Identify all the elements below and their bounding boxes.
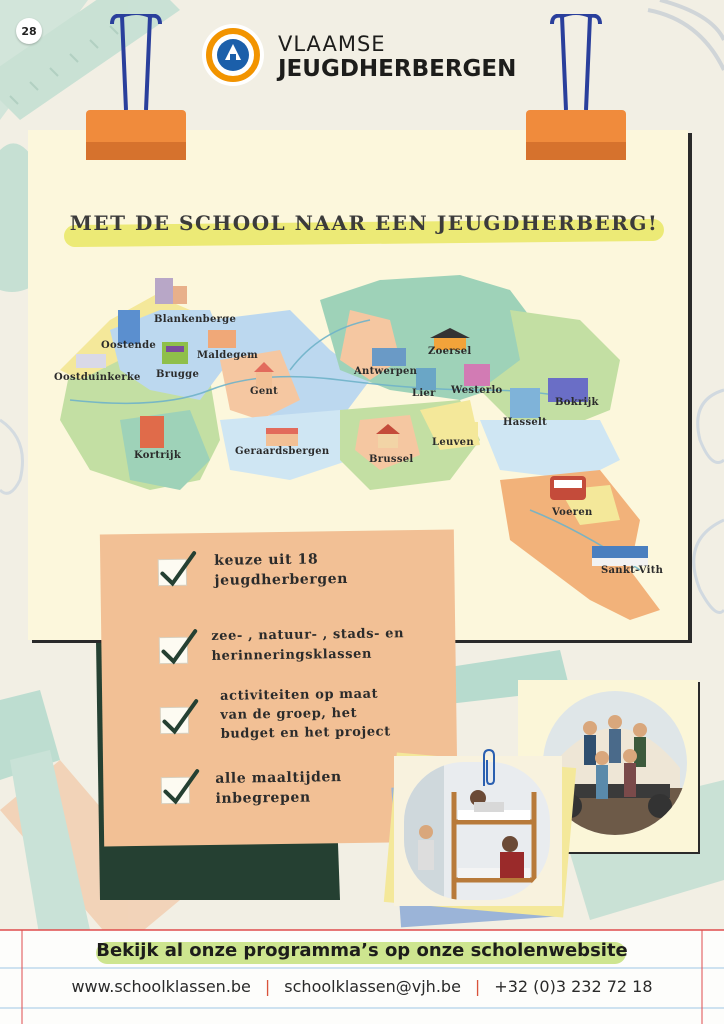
map-label-lier: Lier (412, 388, 436, 399)
page-number: 28 (16, 18, 42, 44)
checkmark-icon (155, 627, 200, 672)
contact-bar (0, 977, 724, 996)
logo-line1: VLAAMSE (278, 32, 386, 56)
checkmark-icon (154, 549, 199, 594)
benefit-2-line2: herinneringsklassen (211, 646, 373, 664)
map-label-leuven: Leuven (432, 437, 474, 448)
building-icon (550, 476, 586, 500)
binder-clip-icon (526, 14, 626, 164)
benefit-3 (220, 684, 391, 743)
benefit-1 (214, 549, 348, 591)
benefit-2 (211, 624, 404, 667)
building-icon (118, 310, 140, 344)
map-label-kortrijk: Kortrijk (134, 450, 182, 461)
paperclip-icon (0, 420, 23, 493)
map-label-oostende: Oostende (101, 340, 157, 351)
cta-text[interactable]: Bekijk al onze programma’s op onze scholenwebsite (96, 940, 628, 961)
benefit-1-line1: keuze uit 18 (214, 551, 319, 569)
building-icon (155, 278, 187, 304)
building-icon (434, 422, 478, 438)
benefit-3-line3: budget en het project (220, 724, 391, 742)
vjh-logo[interactable] (200, 22, 530, 92)
map-label-sanktvith: Sankt-Vith (601, 565, 664, 576)
map-label-geraardsbergen: Geraardsbergen (235, 446, 330, 457)
building-icon (372, 348, 406, 366)
building-icon (266, 428, 298, 446)
hostelling-logo-icon (200, 22, 266, 88)
phone-number[interactable]: +32 (0)3 232 72 18 (494, 977, 653, 996)
benefit-4-line2: inbegrepen (215, 789, 311, 807)
benefit-4-line1: alle maaltijden (215, 769, 342, 787)
building-icon (208, 330, 236, 348)
building-icon (510, 388, 540, 418)
separator: | (474, 977, 481, 996)
website-link[interactable]: www.schoolklassen.be (71, 977, 251, 996)
building-icon (162, 342, 188, 364)
building-icon (76, 354, 106, 368)
map-label-brugge: Brugge (156, 369, 200, 380)
map-label-antwerpen: Antwerpen (354, 366, 418, 377)
checkmark-icon (156, 697, 201, 742)
email-link[interactable]: schoolklassen@vjh.be (284, 977, 461, 996)
separator: | (264, 977, 271, 996)
building-icon (416, 368, 436, 390)
checkmark-icon (157, 767, 202, 812)
benefit-3-line2: van de groep, het (220, 705, 358, 723)
map-label-zoersel: Zoersel (428, 346, 472, 357)
map-label-blankenberge: Blankenberge (154, 314, 237, 325)
benefit-1-line2: jeugdherbergen (214, 571, 349, 589)
binder-clip-icon (86, 14, 186, 164)
map-label-gent: Gent (250, 386, 278, 397)
map-label-bokrijk: Bokrijk (555, 397, 599, 408)
page-headline: MET DE SCHOOL NAAR EEN JEUGDHERBERG! (69, 211, 659, 235)
map-label-voeren: Voeren (552, 507, 593, 518)
benefit-4 (215, 767, 342, 809)
map-label-maldegem: Maldegem (197, 350, 259, 361)
benefit-3-line1: activiteiten op maat (220, 686, 379, 704)
map-label-westerlo: Westerlo (451, 385, 503, 396)
map-label-brussel: Brussel (369, 454, 414, 465)
building-icon (592, 546, 648, 566)
map-label-hasselt: Hasselt (503, 417, 548, 428)
building-icon (140, 416, 164, 448)
map-label-oostduinkerke: Oostduinkerke (54, 372, 141, 383)
paperclip-icon (694, 390, 724, 613)
logo-line2: JEUGDHERBERGEN (278, 56, 517, 82)
photo-bunk-beds (404, 762, 550, 900)
paperclip-icon (648, 0, 724, 70)
building-icon (464, 364, 490, 386)
benefit-2-line1: zee- , natuur- , stads- en (211, 626, 405, 644)
paperclip-icon (478, 748, 498, 788)
